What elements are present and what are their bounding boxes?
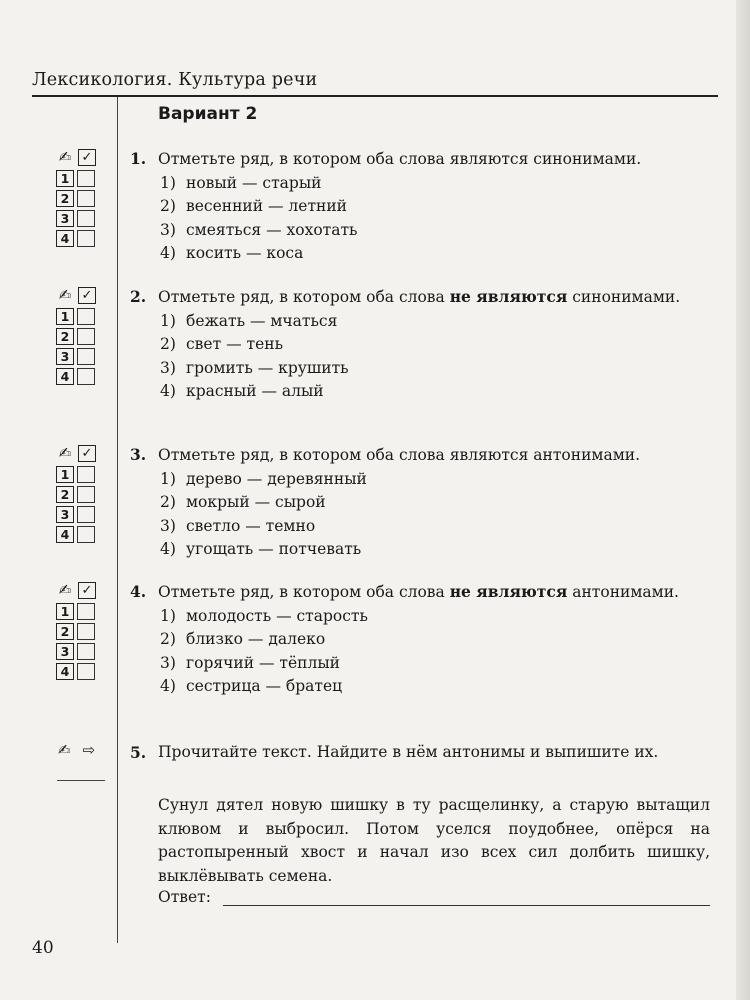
- option-item: 1) бежать — мчаться: [160, 311, 338, 330]
- variant-title: Вариант 2: [158, 104, 258, 124]
- answer-checkbox[interactable]: [77, 466, 95, 483]
- task-5-marker: [58, 741, 95, 759]
- option-number-box: 2: [56, 328, 74, 345]
- section-header: Лексикология. Культура речи: [32, 70, 318, 90]
- option-item: 2) свет — тень: [160, 335, 284, 353]
- option-number-box: 2: [56, 486, 74, 503]
- option-number-box: 1: [56, 603, 74, 620]
- task-number: 3.: [130, 445, 147, 464]
- answer-checkbox[interactable]: [77, 526, 95, 543]
- task-number: 1.: [130, 149, 147, 168]
- task-number: 5.: [130, 743, 147, 762]
- options-list: [160, 310, 710, 404]
- option-number-box: 1: [56, 466, 74, 483]
- header-rule: [32, 95, 718, 97]
- answer-input-line[interactable]: [223, 889, 710, 906]
- option-number-box: 3: [56, 348, 74, 365]
- answer-checkbox[interactable]: [77, 210, 95, 227]
- answer-checkbox[interactable]: [77, 170, 95, 187]
- answer-checkbox[interactable]: [77, 190, 95, 207]
- score-line: [57, 780, 105, 781]
- check-icon: ✓: [78, 582, 96, 599]
- option-number-box: 3: [56, 210, 74, 227]
- option-number-box: 4: [56, 368, 74, 385]
- option-item: 1) новый — старый: [160, 173, 322, 192]
- option-item: 3) горячий — тёплый: [160, 653, 341, 672]
- option-number-box: 1: [56, 170, 74, 187]
- pen-icon: ✍: [58, 286, 72, 304]
- task-question: Прочитайте текст. Найдите в нём антонимы и выпишите их.: [158, 743, 659, 761]
- option-item: 3) светло — темно: [160, 516, 316, 535]
- answer-checkbox[interactable]: [77, 486, 95, 503]
- answer-checkbox[interactable]: [77, 643, 95, 660]
- check-icon: ✓: [78, 149, 96, 166]
- pen-icon: ✍: [58, 741, 71, 759]
- reading-passage: Сунул дятел новую шишку в ту расщелинку, а старую вытащил клювом и выбросил. Потом уселся поудобнее, опёрся на растопыренный хвост и начал изо всех сил долбить шишку, выклёвывать семена.: [158, 796, 710, 885]
- option-item: 3) громить — крушить: [160, 358, 349, 377]
- page-number: 40: [32, 938, 54, 958]
- option-item: 1) молодость — старость: [160, 606, 368, 625]
- pen-icon: ✍: [58, 148, 72, 166]
- answer-checkbox[interactable]: [77, 603, 95, 620]
- answer-checkbox[interactable]: [77, 506, 95, 523]
- answer-row: [158, 888, 710, 906]
- option-item: 2) мокрый — сырой: [160, 493, 326, 511]
- option-item: 4) угощать — потчевать: [160, 540, 362, 558]
- option-number-box: 4: [56, 230, 74, 247]
- task-number: 4.: [130, 582, 147, 601]
- option-number-box: 3: [56, 643, 74, 660]
- option-item: 4) сестрица — братец: [160, 677, 343, 695]
- options-list: [160, 605, 710, 699]
- option-number-box: 1: [56, 308, 74, 325]
- answer-checkbox[interactable]: [77, 663, 95, 680]
- option-number-box: 4: [56, 526, 74, 543]
- task-5: [130, 741, 710, 765]
- check-icon: ✓: [78, 287, 96, 304]
- task-question: Отметьте ряд, в котором оба слова являются синонимами.: [158, 150, 642, 168]
- option-item: 1) дерево — деревянный: [160, 469, 367, 488]
- answer-checkbox[interactable]: [77, 348, 95, 365]
- option-item: 4) косить — коса: [160, 244, 304, 262]
- task-4: [130, 580, 710, 699]
- task-question: Отметьте ряд, в котором оба слова не являются антонимами.: [158, 582, 679, 601]
- task-number: 2.: [130, 287, 147, 306]
- option-item: 2) близко — далеко: [160, 630, 326, 648]
- answer-boxes-task-1: [56, 147, 106, 247]
- check-icon: ✓: [78, 445, 96, 462]
- option-item: 4) красный — алый: [160, 382, 324, 400]
- option-number-box: 2: [56, 190, 74, 207]
- task-1: [130, 147, 710, 266]
- answer-boxes-task-3: [56, 443, 106, 543]
- task-3: [130, 443, 710, 562]
- options-list: [160, 468, 710, 562]
- margin-divider: [117, 97, 118, 943]
- option-number-box: 3: [56, 506, 74, 523]
- answer-checkbox[interactable]: [77, 308, 95, 325]
- answer-checkbox[interactable]: [77, 623, 95, 640]
- arrow-icon: ⇨: [82, 741, 96, 759]
- option-number-box: 2: [56, 623, 74, 640]
- answer-checkbox[interactable]: [77, 230, 95, 247]
- task-question: Отметьте ряд, в котором оба слова являются антонимами.: [158, 446, 641, 464]
- answer-boxes-task-2: [56, 285, 106, 385]
- options-list: [160, 172, 710, 266]
- pen-icon: ✍: [58, 444, 72, 462]
- pen-icon: ✍: [58, 581, 72, 599]
- option-item: 3) смеяться — хохотать: [160, 220, 358, 239]
- task-question: Отметьте ряд, в котором оба слова не являются синонимами.: [158, 287, 681, 306]
- answer-boxes-task-4: [56, 580, 106, 680]
- option-number-box: 4: [56, 663, 74, 680]
- task-2: [130, 285, 710, 404]
- answer-label: Ответ:: [158, 888, 211, 906]
- answer-checkbox[interactable]: [77, 328, 95, 345]
- answer-checkbox[interactable]: [77, 368, 95, 385]
- option-item: 2) весенний — летний: [160, 197, 348, 215]
- page-edge: [736, 0, 750, 1000]
